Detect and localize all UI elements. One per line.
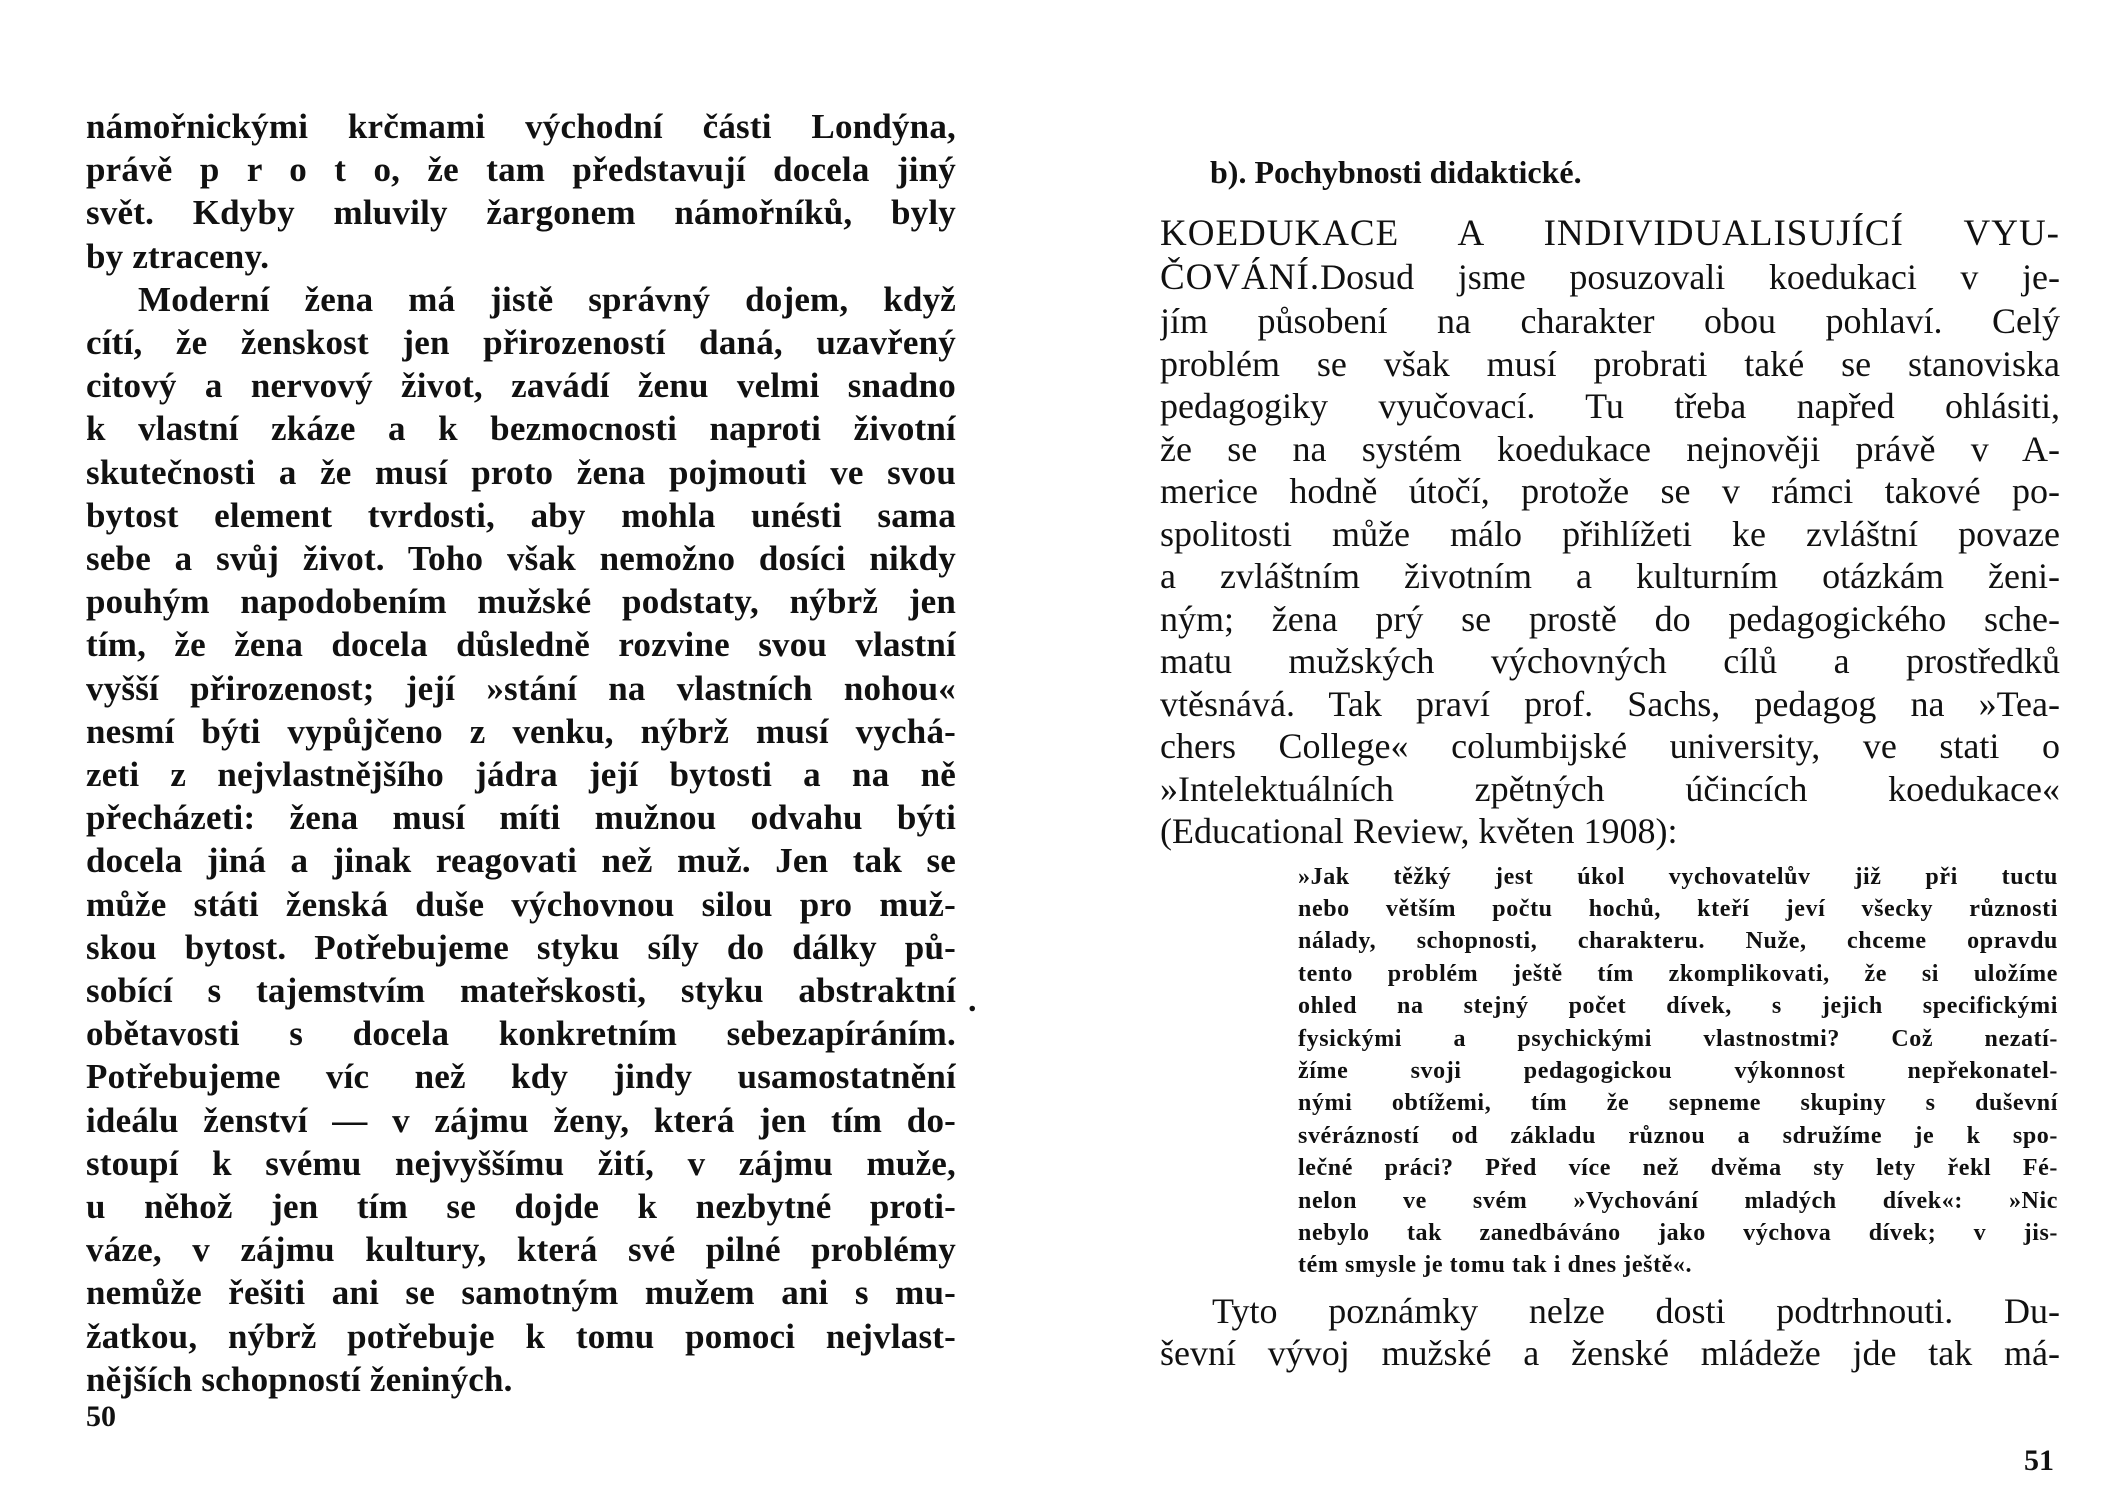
text-line: váze, v zájmu kultury, která své pilné problémy (86, 1230, 956, 1270)
text-line: pouhým napodobením mužské podstaty, nýbrž jen (86, 582, 956, 622)
text-line: skutečnosti a že musí proto žena pojmouti ve svou (86, 452, 956, 492)
quote-line: nými obtížemi, tím že sepneme skupiny s duševní (1298, 1090, 2058, 1117)
text-line: obětavosti s docela konkretním sebezapíráním. (86, 1014, 956, 1054)
text-line: (Educational Review, květen 1908): (1160, 811, 1678, 851)
text-line: přecházeti: žena musí míti mužnou odvahu býti (86, 798, 956, 838)
text-line: docela jiná a jinak reagovati než muž. Jen tak se (86, 841, 956, 881)
text-line: svět. Kdyby mluvily žargonem námořníků, byly (86, 193, 956, 233)
text-line: cítí, že ženskost jen přirozeností daná, uzavřený (86, 323, 956, 363)
text-line: námořnickými krčmami východní části Londýna, (86, 107, 956, 146)
chapter-heading: KOEDUKACE A INDIVIDUALISUJÍCÍ VYU- (1160, 213, 2060, 254)
text-line: chers College« columbijské university, ve stati o (1160, 726, 2060, 766)
quote-line: svérázností od základu různou a sdružíme je k spo- (1298, 1122, 2058, 1149)
quote-line: tém smysle je tomu tak i dnes ještě«. (1298, 1252, 1693, 1279)
text-line: k vlastní zkáze a k bezmocnosti naproti životní (86, 409, 956, 449)
text-line: sobící s tajemstvím mateřskosti, styku abstraktní (86, 971, 956, 1011)
text-line: »Intelektuálních zpětných účincích koedukace« (1160, 768, 2060, 809)
text-line: ideálu ženství — v zájmu ženy, která jen tím do- (86, 1100, 956, 1140)
text-line: ným; žena prý se prostě do pedagogického sche- (1160, 598, 2060, 639)
paragraph-first-line: Moderní žena má jistě správný dojem, když (138, 279, 956, 319)
text-line: a zvláštním životním a kulturním otázkám ženi- (1160, 556, 2060, 596)
text-line: může státi ženská duše výchovnou silou pro muž- (86, 884, 956, 924)
chapter-heading-end: ČOVÁNÍ. (1160, 257, 1321, 298)
block-quote (1298, 861, 2058, 1282)
text-line: u něhož jen tím se dojde k nezbytné proti- (86, 1187, 956, 1227)
right-text-column (1160, 148, 2060, 1375)
quote-line: lečné práci? Před více než dvěma sty lety řekl Fé- (1298, 1155, 2058, 1182)
after-quote-paragraph (1160, 1290, 2060, 1375)
text-line: matu mužských výchovných cílů a prostředků (1160, 641, 2060, 681)
quote-line: nálady, schopnosti, charakteru. Nuže, chceme opravdu (1298, 928, 2058, 955)
text-line: že se na systém koedukace nejnověji právě v A- (1160, 428, 2060, 469)
page-number: 51 (2024, 1444, 2054, 1477)
text-line: Potřebujeme víc než kdy jindy usamostatnění (86, 1057, 956, 1097)
text-line: by ztraceny. (86, 236, 270, 276)
quote-line: »Jak těžký jest úkol vychovatelův již při tuctu (1298, 863, 2058, 890)
left-text-column (86, 105, 956, 1401)
text-line: nesmí býti vypůjčeno z venku, nýbrž musí vychá- (86, 711, 956, 751)
quote-line: ohled na stejný počet dívek, s jejich specifickými (1298, 993, 2058, 1020)
text-line: žatkou, nýbrž potřebuje k tomu pomoci nejvlast- (86, 1316, 956, 1356)
text-line: zeti z nejvlastnějšího jádra její bytosti a na ně (86, 755, 956, 795)
quote-line: nebylo tak zanedbáváno jako výchova dívek; v jis- (1298, 1219, 2058, 1246)
text-line: nemůže řešiti ani se samotným mužem ani s mu- (86, 1273, 956, 1313)
text-line: nějších schopností ženiných. (86, 1359, 513, 1399)
quote-line: tento problém ještě tím zkomplikovati, že si uložíme (1298, 960, 2058, 987)
text-line: právě p r o t o, že tam představují docela jiný (86, 150, 956, 190)
text-line: tím, že žena docela důsledně rozvine svou vlastní (86, 625, 956, 665)
quote-line: nebo větším počtu hochů, kteří jeví všecky různosti (1298, 895, 2058, 922)
text-line: sebe a svůj život. Toho však nemožno dosíci nikdy (86, 539, 956, 579)
text-line: jím působení na charakter obou pohlaví. Celý (1160, 301, 2060, 341)
text-line: merice hodně útočí, protože se v rámci takové po- (1160, 471, 2060, 511)
text-line: skou bytost. Potřebujeme styku síly do dálky pů- (86, 927, 956, 967)
text-line: ševní vývoj mužské a ženské mládeže jde tak má- (1160, 1333, 2060, 1374)
paragraph-first-line: Tyto poznámky nelze dosti podtrhnouti. Du- (1212, 1290, 2060, 1331)
quote-line: fysickými a psychickými vlastnostmi? Což nezatí- (1298, 1025, 2058, 1052)
section-heading: b). Pochybnosti didaktické. (1210, 154, 1582, 190)
text-line: bytost element tvrdosti, aby mohla unésti sama (86, 495, 956, 535)
quote-line: žíme svoji pedagogickou výkonnost nepřekonatel- (1298, 1057, 2058, 1084)
text-line: spolitosti může málo přihlížeti ke zvláštní povaze (1160, 513, 2060, 554)
text-line: problém se však musí probrati také se stanoviska (1160, 343, 2060, 384)
page-number: 50 (86, 1400, 116, 1433)
quote-line: nelon ve svém »Vychování mladých dívek«: »Nic (1298, 1187, 2058, 1214)
text-line: citový a nervový život, zavádí ženu velmi snadno (86, 366, 956, 406)
right-page (1052, 0, 2104, 1500)
text-line-start: Dosud jsme posuzovali koedukaci v je- (1320, 257, 2060, 297)
heading-continuation-line (1160, 256, 2060, 300)
text-line: vyšší přirozenost; její »stání na vlastních nohou« (86, 668, 956, 708)
text-line: vtěsnává. Tak praví prof. Sachs, pedagog na »Tea- (1160, 683, 2060, 724)
text-line: stoupí k svému nejvyššímu žití, v zájmu muže, (86, 1143, 956, 1183)
text-line: pedagogiky vyučovací. Tu třeba napřed ohlásiti, (1160, 386, 2060, 426)
stray-mark: . (968, 982, 977, 1019)
